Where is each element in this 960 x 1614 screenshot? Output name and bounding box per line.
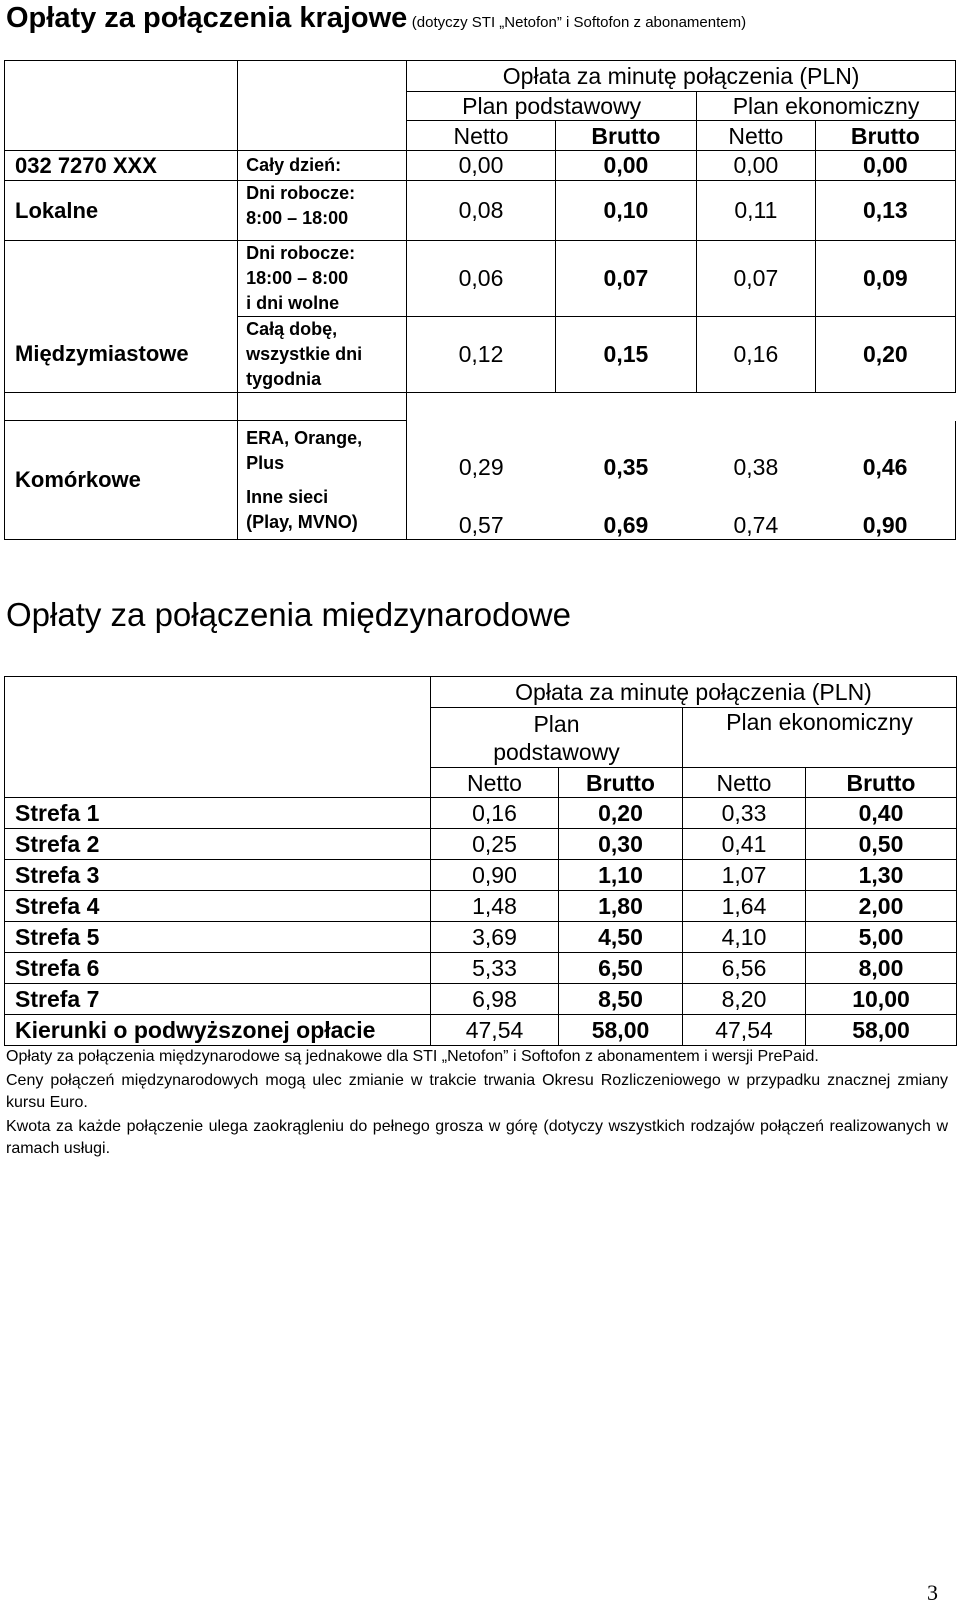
value-brutto: 0,13 [815, 181, 955, 241]
domestic-rates-table [4, 60, 956, 540]
spacer-cell [407, 393, 956, 421]
value-brutto: 0,46 [815, 421, 955, 481]
row-category [5, 241, 238, 317]
value-brutto: 1,30 [806, 860, 957, 891]
footnote: Ceny połączeń międzynarodowych mogą ulec zmianie w trakcie trwania Okresu Rozliczeniowego w przypadku znacznej zmiany kursu Euro. [6, 1072, 948, 1111]
spacer-row [5, 393, 956, 421]
value-netto: 3,69 [431, 922, 559, 953]
value-netto: 0,38 [733, 453, 779, 480]
value-netto: 47,54 [683, 1015, 806, 1046]
value-brutto: 0,69 [555, 481, 696, 540]
spacer-cell [238, 393, 407, 421]
value-brutto: 1,10 [559, 860, 683, 891]
table-row [5, 181, 956, 241]
col-netto: Netto [407, 121, 556, 151]
header-blank [5, 92, 238, 121]
table-row [5, 860, 957, 891]
value-brutto: 0,50 [806, 829, 957, 860]
table-row [5, 984, 957, 1015]
header-blank [5, 768, 431, 798]
value-netto: 0,07 [697, 241, 816, 317]
value-netto: 4,10 [683, 922, 806, 953]
header-blank [5, 61, 238, 92]
value-netto: 1,64 [683, 891, 806, 922]
value-brutto: 5,00 [806, 922, 957, 953]
value-netto: 6,56 [683, 953, 806, 984]
value-netto: 6,98 [431, 984, 559, 1015]
value-netto: 0,16 [697, 317, 816, 393]
value-netto: 8,20 [683, 984, 806, 1015]
value-brutto: 8,50 [559, 984, 683, 1015]
header-blank [238, 61, 407, 92]
row-subcategory: Dni robocze: 18:00 – 8:00 i dni wolne [238, 241, 407, 317]
domestic-header-main: Opłata za minutę połączenia (PLN) [407, 61, 956, 92]
footnote: Opłaty za połączenia międzynarodowe są jednakowe dla STI „Netofon” i Softofon z abonamentem i wersji PrePaid. [6, 1048, 819, 1065]
col-netto: Netto [431, 768, 559, 798]
value-brutto: 2,00 [806, 891, 957, 922]
value-netto: 47,54 [431, 1015, 559, 1046]
value-netto: 0,00 [697, 151, 816, 181]
zone-label: Strefa 3 [5, 860, 431, 891]
international-title: Opłaty za połączenia międzynarodowe [6, 596, 571, 633]
domestic-title: Opłaty za połączenia krajowe [6, 2, 408, 34]
row-subcategory: Cały dzień: [238, 151, 407, 181]
value-brutto: 58,00 [806, 1015, 957, 1046]
value-brutto: 1,80 [559, 891, 683, 922]
zone-label: Strefa 6 [5, 953, 431, 984]
col-brutto: Brutto [806, 768, 957, 798]
table-row [5, 953, 957, 984]
value-brutto: 0,20 [815, 317, 955, 393]
value-netto: 0,08 [407, 181, 556, 241]
value-netto: 1,48 [431, 891, 559, 922]
international-plan-basic: Plan podstawowy [431, 708, 683, 768]
value-netto: 0,74 [697, 481, 816, 540]
value-brutto: 58,00 [559, 1015, 683, 1046]
zone-label: Kierunki o podwyższonej opłacie [5, 1015, 431, 1046]
value-brutto: 0,90 [815, 481, 955, 540]
col-netto: Netto [683, 768, 806, 798]
table-row [5, 829, 957, 860]
value-brutto: 0,00 [555, 151, 696, 181]
header-blank [238, 92, 407, 121]
footnotes [6, 1046, 948, 1162]
value-netto: 0,90 [431, 860, 559, 891]
zone-label: Strefa 5 [5, 922, 431, 953]
col-brutto: Brutto [815, 121, 955, 151]
table-row [5, 1015, 957, 1046]
value-netto: 0,11 [697, 181, 816, 241]
value-brutto: 0,35 [603, 453, 649, 480]
international-plan-econ: Plan ekonomiczny [683, 708, 957, 768]
header-blank [5, 121, 238, 151]
page-number: 3 [927, 1580, 938, 1605]
value-netto: 0,33 [683, 798, 806, 829]
zone-label: Strefa 2 [5, 829, 431, 860]
value-brutto: 0,15 [555, 317, 696, 393]
col-netto: Netto [697, 121, 816, 151]
row-subcategory: Dni robocze: 8:00 – 18:00 [238, 181, 407, 241]
col-brutto: Brutto [559, 768, 683, 798]
value-brutto: 4,50 [559, 922, 683, 953]
domestic-title-block [6, 2, 746, 35]
zone-label: Strefa 7 [5, 984, 431, 1015]
footnote: Kwota za każde połączenie ulega zaokrągleniu do pełnego grosza w górę (dotyczy wszystkich rodzajów połączeń realizowanych w ramach usługi. [6, 1118, 948, 1157]
value-brutto: 0,40 [806, 798, 957, 829]
table-row [5, 317, 956, 393]
table-row [5, 151, 956, 181]
table-row [5, 891, 957, 922]
row-category: Komórkowe [5, 421, 238, 540]
value-brutto: 0,30 [559, 829, 683, 860]
value-brutto: 6,50 [559, 953, 683, 984]
zone-label: Strefa 4 [5, 891, 431, 922]
value-netto: 0,57 [407, 481, 556, 540]
value-brutto: 10,00 [806, 984, 957, 1015]
domestic-plan-econ: Plan ekonomiczny [697, 92, 956, 121]
value-netto: 5,33 [431, 953, 559, 984]
zone-label: Strefa 1 [5, 798, 431, 829]
header-blank [238, 121, 407, 151]
value-netto: 0,41 [683, 829, 806, 860]
table-row [5, 798, 957, 829]
value-netto: 0,29 [458, 453, 504, 480]
value-netto: 0,12 [407, 317, 556, 393]
international-rates-table [4, 676, 957, 1046]
value-brutto: 0,20 [559, 798, 683, 829]
domestic-subtitle: (dotyczy STI „Netofon” i Softofon z abonamentem) [411, 14, 747, 31]
value-netto: 0,06 [407, 241, 556, 317]
table-row [5, 922, 957, 953]
row-category: Lokalne [5, 181, 238, 241]
value-brutto: 0,07 [555, 241, 696, 317]
row-category: 032 7270 XXX [5, 151, 238, 181]
row-subcategory: Inne sieci (Play, MVNO) [238, 481, 407, 540]
value-netto: 0,25 [431, 829, 559, 860]
value-netto: 0,16 [431, 798, 559, 829]
table-row [5, 241, 956, 317]
value-brutto: 0,00 [815, 151, 955, 181]
value-netto: 1,07 [683, 860, 806, 891]
header-blank [5, 708, 431, 768]
value-netto: 0,00 [407, 151, 556, 181]
domestic-plan-basic: Plan podstawowy [407, 92, 697, 121]
col-brutto: Brutto [555, 121, 696, 151]
row-category: Międzymiastowe [5, 317, 238, 393]
value-brutto: 0,10 [555, 181, 696, 241]
row-subcategory: ERA, Orange, Plus [238, 421, 407, 481]
table-row [5, 421, 956, 481]
value-brutto: 8,00 [806, 953, 957, 984]
header-blank [5, 677, 431, 708]
row-subcategory: Całą dobę, wszystkie dni tygodnia [238, 317, 407, 393]
spacer-cell [5, 393, 238, 421]
international-header-main: Opłata za minutę połączenia (PLN) [431, 677, 957, 708]
value-brutto: 0,09 [815, 241, 955, 317]
